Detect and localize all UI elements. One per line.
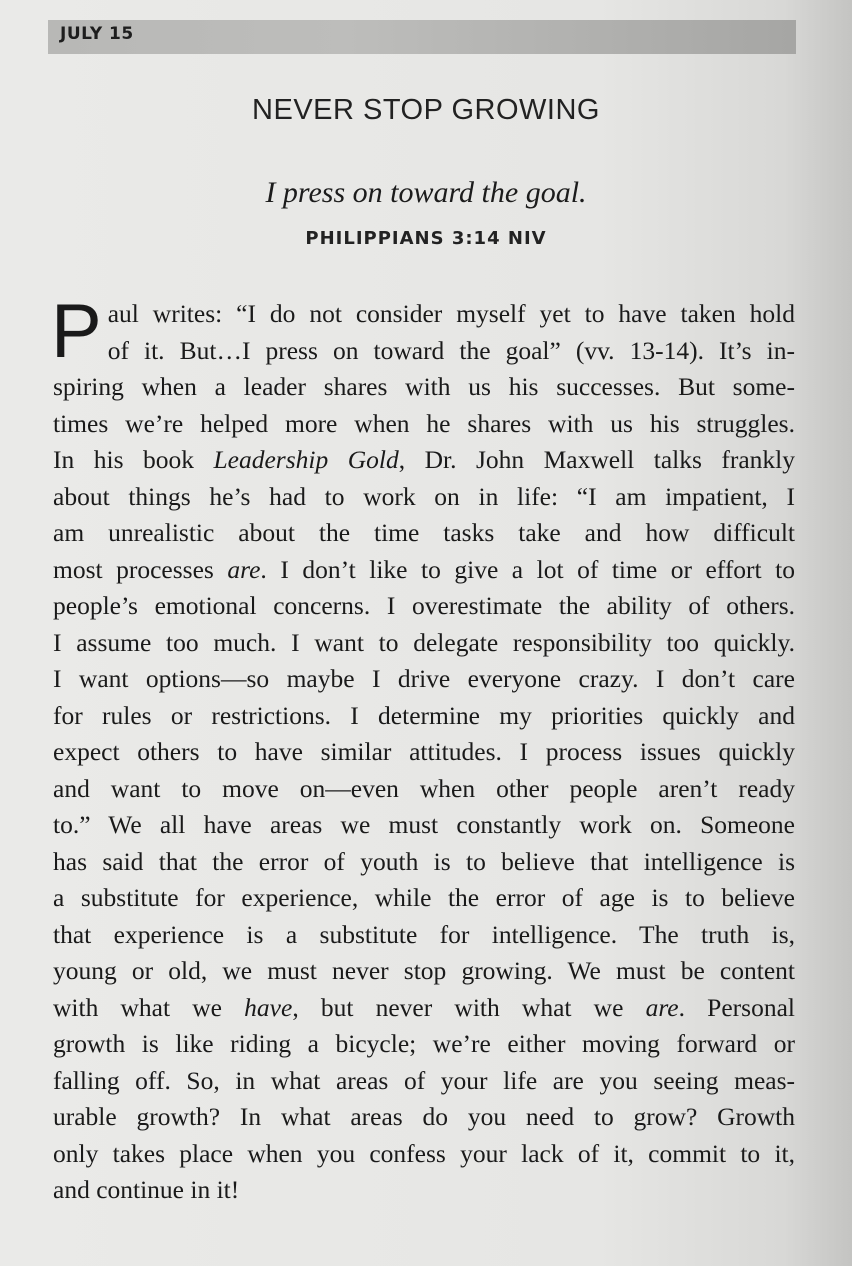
body-line: I assume too much. I want to delegate responsibility too quickly. (53, 627, 795, 657)
scripture-reference: PHILIPPIANS 3:14 NIV (305, 228, 547, 249)
body-line: for rules or restrictions. I determine my priorities quickly and (53, 700, 795, 730)
scripture-verse: I press on toward the goal. (265, 176, 587, 209)
body-line: aul writes: “I do not consider myself yet to have taken hold (107, 299, 795, 328)
body-line: and want to move on—even when other people aren’t ready (53, 773, 795, 803)
body-line: most processes are. I don’t like to give a lot of time or effort to (53, 554, 795, 584)
body-line: to.” We all have areas we must constantly work on. Someone (53, 810, 795, 839)
body-line: about things he’s had to work on in life: “I am impatient, I (53, 481, 795, 511)
body-line: of it. But…I press on toward the goal” (vv. 13-14). It’s in- (107, 335, 795, 365)
body-line: growth is like riding a bicycle; we’re either moving forward or (53, 1029, 795, 1058)
body-line: am unrealistic about the time tasks take and how difficult (53, 518, 795, 547)
body-line: urable growth? In what areas do you need to grow? Growth (53, 1102, 795, 1131)
body-line: has said that the error of youth is to believe that intelligence is (53, 846, 795, 876)
drop-cap: P (51, 289, 102, 374)
body-line: young or old, we must never stop growing. We must be content (53, 956, 795, 985)
body-line: spiring when a leader shares with us his successes. But some- (53, 372, 795, 401)
header-bar (48, 20, 796, 54)
page-date: JULY 15 (60, 24, 134, 44)
body-line: In his book Leadership Gold, Dr. John Maxwell talks frankly (53, 445, 796, 474)
body-line: expect others to have similar attitudes. I process issues quickly (53, 737, 795, 766)
body-line: people’s emotional concerns. I overestimate the ability of others. (53, 591, 795, 620)
body-line: and continue in it! (53, 1175, 240, 1204)
body-line: times we’re helped more when he shares with us his struggles. (53, 408, 795, 438)
body-line: with what we have, but never with what we are. Personal (53, 992, 795, 1022)
body-line: that experience is a substitute for intelligence. The truth is, (53, 919, 795, 949)
page-title: NEVER STOP GROWING (252, 94, 600, 126)
body-line: a substitute for experience, while the error of age is to believe (53, 883, 795, 912)
devotional-body (51, 289, 796, 1209)
body-line: falling off. So, in what areas of your life are you seeing meas- (53, 1065, 795, 1095)
body-line: only takes place when you confess your lack of it, commit to it, (53, 1138, 795, 1168)
body-line: I want options—so maybe I drive everyone crazy. I don’t care (53, 664, 795, 693)
